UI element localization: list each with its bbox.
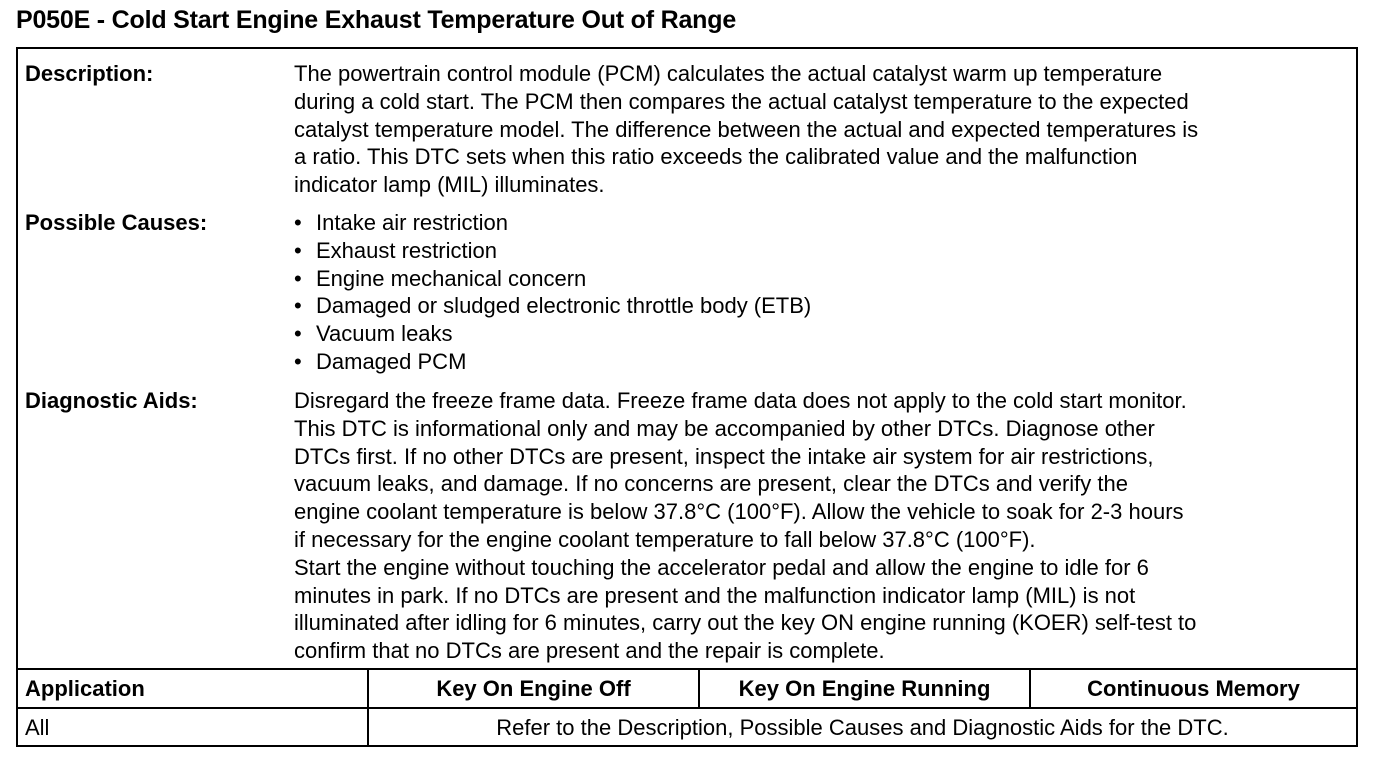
description-line: catalyst temperature model. The difference between the actual and expected temperatures is: [294, 116, 1199, 142]
cell-note: Refer to the Description, Possible Causes and Diagnostic Aids for the DTC.: [496, 715, 1229, 740]
bullet-icon: •: [294, 237, 302, 263]
cause-text: Exhaust restriction: [316, 237, 497, 263]
diagnostic-aids-line: if necessary for the engine coolant temperature to fall below 37.8°C (100°F).: [294, 526, 1036, 552]
cause-text: Engine mechanical concern: [316, 265, 587, 291]
bullet-icon: •: [294, 293, 302, 319]
list-item: [294, 292, 811, 320]
cause-text: Vacuum leaks: [316, 321, 453, 347]
bullet-icon: •: [294, 348, 302, 374]
diagnostic-aids-line: Disregard the freeze frame data. Freeze frame data does not apply to the cold start monitor.: [294, 388, 1187, 413]
description-label: Description:: [25, 61, 154, 86]
header-application: Application: [25, 676, 145, 701]
diagnostic-aids-line: This DTC is informational only and may be accompanied by other DTCs. Diagnose other: [294, 415, 1155, 441]
bullet-icon: •: [294, 321, 302, 347]
header-koeo: Key On Engine Off: [436, 676, 631, 701]
diagnostic-aids-label: Diagnostic Aids:: [25, 388, 198, 413]
list-item: [294, 237, 811, 265]
dtc-info-box: [16, 47, 1358, 747]
description-line: indicator lamp (MIL) illuminates.: [294, 172, 605, 198]
diagnostic-aids-line: confirm that no DTCs are present and the repair is complete.: [294, 638, 885, 664]
description-line: The powertrain control module (PCM) calculates the actual catalyst warm up temperature: [294, 61, 1163, 86]
list-item: [294, 209, 811, 237]
bullet-icon: •: [294, 265, 302, 291]
diagnostic-aids-text: [294, 387, 1350, 665]
description-line: a ratio. This DTC sets when this ratio exceeds the calibrated value and the malfunction: [294, 144, 1138, 170]
page-title: P050E - Cold Start Engine Exhaust Temperature Out of Range: [16, 6, 737, 34]
description-line: during a cold start. The PCM then compares the actual catalyst temperature to the expected: [294, 88, 1189, 114]
cell-application: All: [25, 715, 50, 740]
list-item: [294, 320, 811, 348]
table-row: [18, 709, 1356, 747]
cause-text: Damaged PCM: [316, 348, 467, 374]
header-continuous-memory: Continuous Memory: [1087, 676, 1300, 701]
diagnostic-aids-line: Start the engine without touching the accelerator pedal and allow the engine to idle for 6: [294, 554, 1149, 580]
possible-causes-label: Possible Causes:: [25, 210, 208, 235]
cause-text: Intake air restriction: [316, 210, 508, 235]
list-item: [294, 265, 811, 293]
possible-causes-list: [294, 209, 811, 376]
diagnostic-aids-line: DTCs first. If no other DTCs are present, inspect the intake air system for air restrictions,: [294, 443, 1154, 469]
application-table: [18, 668, 1356, 747]
diagnostic-aids-line: engine coolant temperature is below 37.8°C (100°F). Allow the vehicle to soak for 2-3 hours: [294, 499, 1184, 525]
diagnostic-aids-line: minutes in park. If no DTCs are present and the malfunction indicator lamp (MIL) is not: [294, 582, 1136, 608]
list-item: [294, 348, 811, 376]
header-koer: Key On Engine Running: [738, 676, 991, 701]
diagnostic-aids-line: vacuum leaks, and damage. If no concerns are present, clear the DTCs and verify the: [294, 471, 1128, 497]
description-text: [294, 60, 1350, 199]
diagnostic-aids-line: illuminated after idling for 6 minutes, carry out the key ON engine running (KOER) self-test to: [294, 610, 1197, 636]
table-header-row: [18, 670, 1356, 709]
bullet-icon: •: [294, 210, 302, 235]
cause-text: Damaged or sludged electronic throttle body (ETB): [316, 293, 812, 319]
